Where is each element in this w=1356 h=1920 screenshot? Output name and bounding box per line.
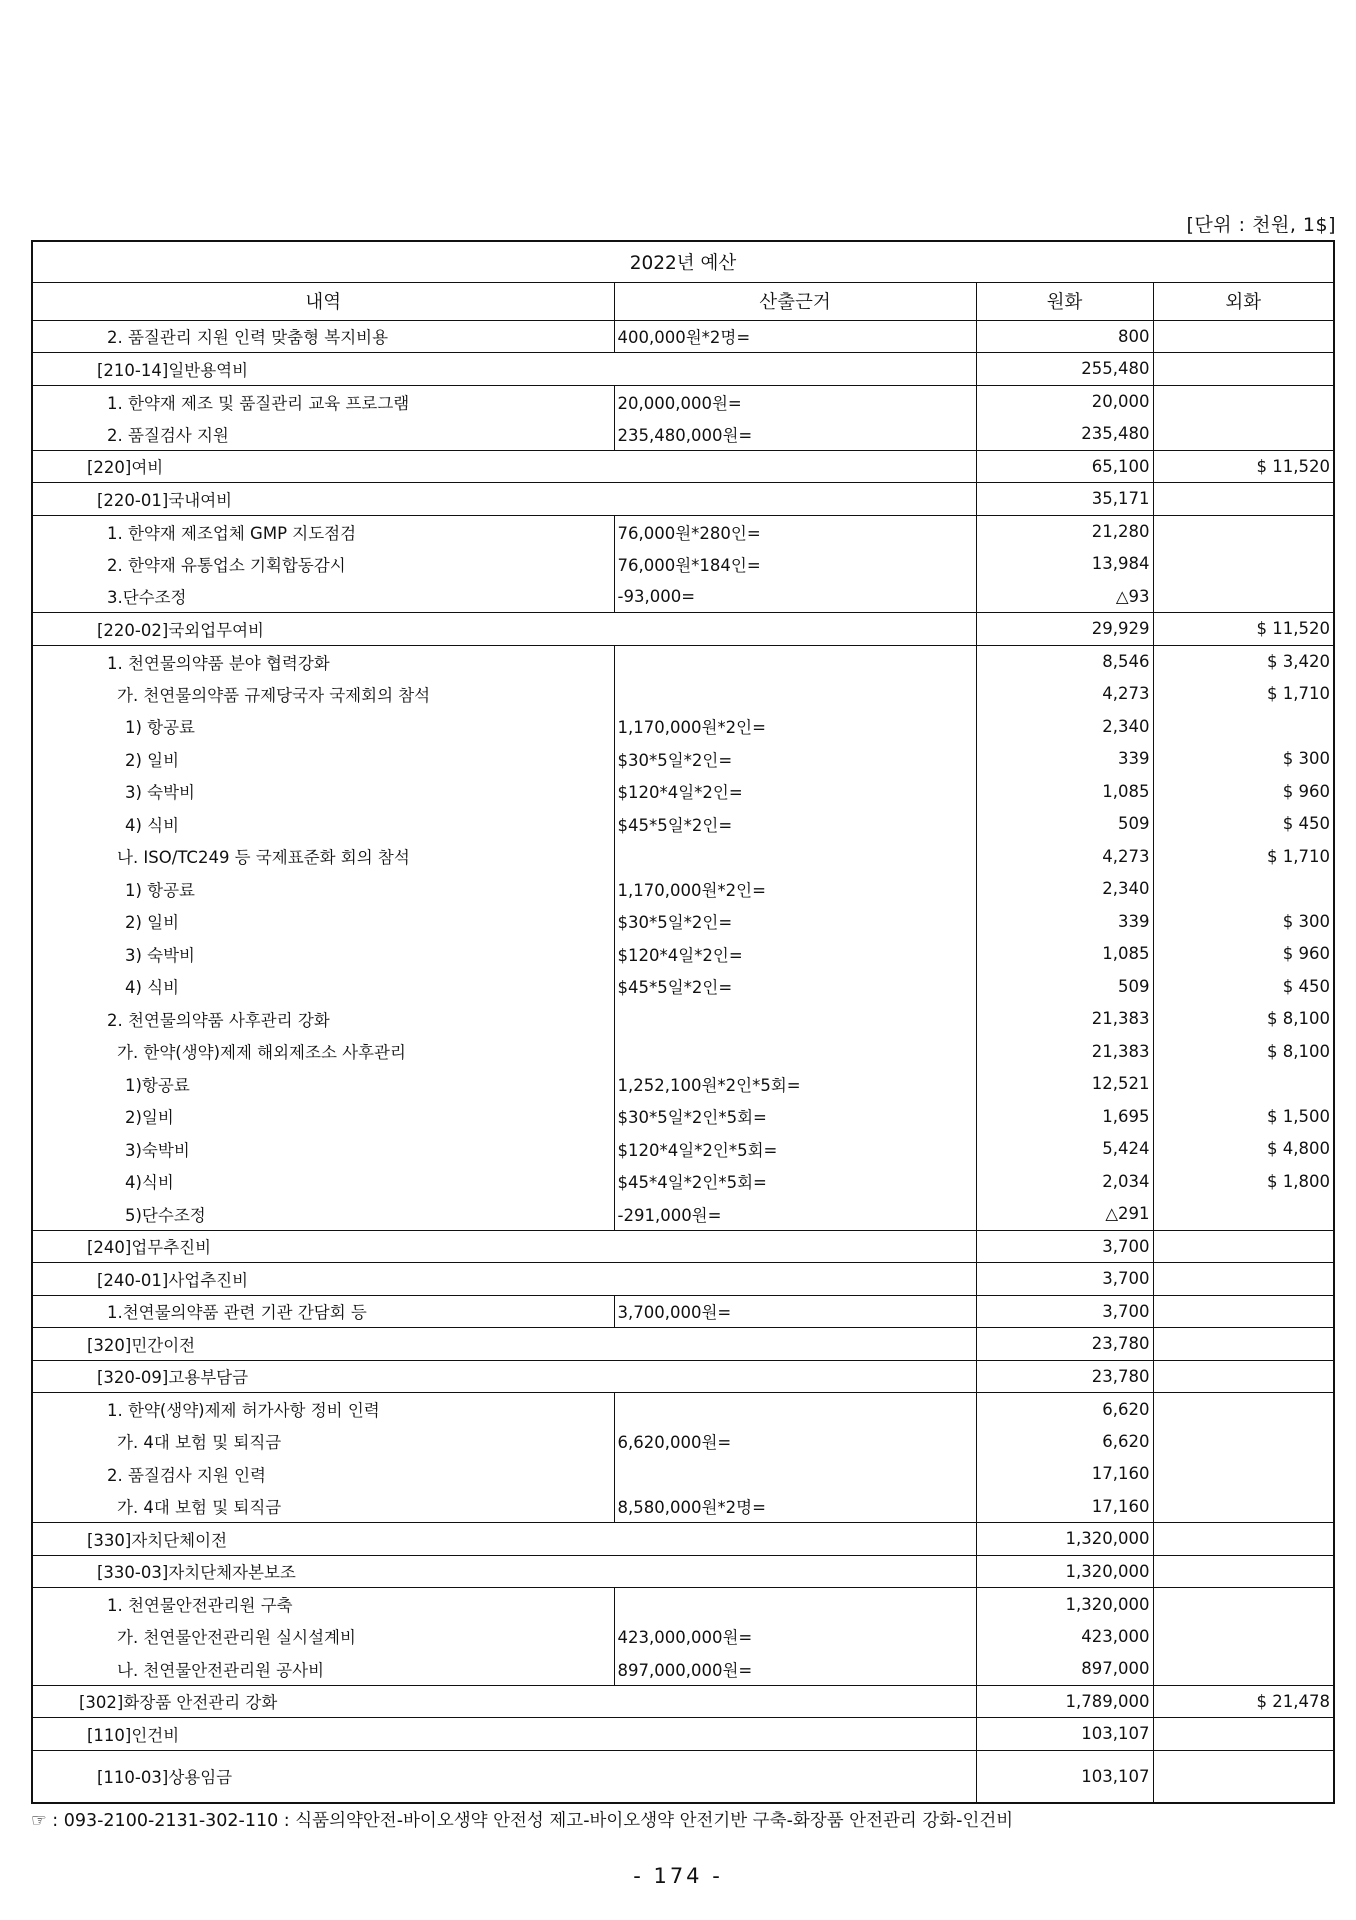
- cell-item: [110]인건비: [33, 1718, 976, 1751]
- footnote: ☞ : 093-2100-2131-302-110 : 식품의약안전-바이오생약 안전성 제고-바이오생약 안전기반 구축-화장품 안전관리 강화-인건비: [31, 1811, 1014, 1831]
- table-row: [33, 1165, 1333, 1198]
- cell-usd: $ 21,478: [1153, 1685, 1333, 1718]
- cell-usd: $ 11,520: [1153, 613, 1333, 646]
- cell-usd: $ 1,800: [1267, 1171, 1331, 1191]
- cell-krw: 509: [976, 970, 1153, 1003]
- cell-krw: 29,929: [976, 613, 1153, 646]
- cell-usd: $ 8,100: [1267, 1041, 1331, 1061]
- table-row: [33, 1685, 1333, 1718]
- cell-basis: $30*5일*2인*5회=: [614, 1100, 976, 1133]
- cell-item: 2. 한약재 유통업소 기획합동감시: [33, 548, 614, 581]
- cell-krw: 5,424: [976, 1133, 1153, 1166]
- cell-usd: [1153, 710, 1333, 743]
- table-row: [33, 548, 1333, 581]
- cell-item: [302]화장품 안전관리 강화: [33, 1685, 976, 1718]
- table-row: [33, 418, 1333, 451]
- cell-basis: 3,700,000원=: [614, 1295, 976, 1328]
- cell-basis: [614, 678, 976, 711]
- cell-usd: $ 1,500: [1267, 1106, 1331, 1126]
- cell-usd: $ 960: [1282, 944, 1331, 964]
- cell-item: 4)식비: [33, 1165, 614, 1198]
- cell-item: 3)숙박비: [33, 1133, 614, 1166]
- table-row: [33, 320, 1333, 353]
- cell-usd: [1153, 1750, 1333, 1802]
- cell-usd: $ 450: [1282, 814, 1331, 834]
- table-row: [33, 613, 1333, 646]
- table-row: [33, 873, 1333, 906]
- cell-item: 1) 항공료: [33, 873, 614, 906]
- cell-krw: 1,320,000: [976, 1523, 1153, 1556]
- cell-krw: 65,100: [976, 450, 1153, 483]
- cell-basis: [614, 1035, 976, 1068]
- cell-krw: 1,085: [976, 775, 1153, 808]
- cell-krw: △291: [976, 1198, 1153, 1231]
- cell-item: 1. 한약재 제조업체 GMP 지도점검: [33, 515, 614, 548]
- cell-basis: $120*4일*2인*5회=: [614, 1133, 976, 1166]
- cell-usd: [1153, 1328, 1333, 1361]
- cell-usd: $ 4,800: [1267, 1139, 1331, 1159]
- cell-krw: 13,984: [976, 548, 1153, 581]
- cell-item: 4) 식비: [33, 808, 614, 841]
- cell-item: [210-14]일반용역비: [33, 353, 976, 386]
- cell-krw: 1,695: [976, 1100, 1153, 1133]
- unit-label: [단위 : 천원, 1$]: [1186, 214, 1336, 236]
- table-row: [33, 645, 1333, 678]
- cell-krw: 800: [976, 320, 1153, 353]
- cell-usd: [1153, 1555, 1333, 1588]
- table-row: [33, 1003, 1333, 1036]
- table-row: [33, 1620, 1333, 1653]
- cell-usd: [1153, 1490, 1333, 1523]
- table-row: [33, 1490, 1333, 1523]
- table-row: [33, 840, 1333, 873]
- cell-basis: 76,000원*280인=: [614, 515, 976, 548]
- cell-krw: 23,780: [976, 1328, 1153, 1361]
- cell-item: 2)일비: [33, 1100, 614, 1133]
- cell-item: 가. 천연물안전관리원 실시설계비: [33, 1620, 614, 1653]
- cell-basis: -93,000=: [614, 580, 976, 613]
- table-row: [33, 1425, 1333, 1458]
- cell-usd: [1153, 483, 1333, 516]
- cell-krw: 423,000: [976, 1620, 1153, 1653]
- cell-basis: 897,000,000원=: [614, 1653, 976, 1686]
- cell-basis: $45*4일*2인*5회=: [614, 1165, 976, 1198]
- cell-usd: $ 1,710: [1267, 846, 1331, 866]
- cell-item: [240]업무추진비: [33, 1230, 976, 1263]
- cell-krw: 8,546: [976, 645, 1153, 678]
- cell-krw: 6,620: [976, 1425, 1153, 1458]
- table-row: [33, 1588, 1333, 1621]
- column-header-usd: 외화: [1153, 282, 1333, 320]
- table-row: [33, 678, 1333, 711]
- cell-usd: [1153, 1263, 1333, 1296]
- cell-krw: 21,383: [976, 1035, 1153, 1068]
- table-row: [33, 970, 1333, 1003]
- table-row: [33, 775, 1333, 808]
- cell-krw: 21,383: [976, 1003, 1153, 1036]
- cell-item: 3.단수조정: [33, 580, 614, 613]
- cell-item: [320]민간이전: [33, 1328, 976, 1361]
- table-row: [33, 808, 1333, 841]
- cell-item: 5)단수조정: [33, 1198, 614, 1231]
- cell-usd: [1153, 515, 1333, 548]
- cell-usd: [1153, 1620, 1333, 1653]
- cell-item: 3) 숙박비: [33, 775, 614, 808]
- cell-item: [220-01]국내여비: [33, 483, 976, 516]
- cell-item: 1. 한약(생약)제제 허가사항 정비 인력: [33, 1393, 614, 1426]
- table-row: [33, 743, 1333, 776]
- table-row: [33, 1393, 1333, 1426]
- cell-usd: [1153, 548, 1333, 581]
- cell-usd: $ 3,420: [1153, 645, 1333, 678]
- cell-usd: $ 450: [1282, 976, 1331, 996]
- cell-usd: [1153, 1425, 1333, 1458]
- cell-item: 1.천연물의약품 관련 기관 간담회 등: [33, 1295, 614, 1328]
- cell-item: 가. 한약(생약)제제 해외제조소 사후관리: [33, 1035, 614, 1068]
- cell-item: 1. 한약재 제조 및 품질관리 교육 프로그램: [33, 385, 614, 418]
- cell-basis: 76,000원*184인=: [614, 548, 976, 581]
- cell-usd: $ 300: [1282, 911, 1331, 931]
- cell-item: 가. 4대 보험 및 퇴직금: [33, 1490, 614, 1523]
- cell-item: [320-09]고용부담금: [33, 1360, 976, 1393]
- cell-usd: [1153, 873, 1333, 906]
- cell-basis: $120*4일*2인=: [614, 938, 976, 971]
- cell-basis: 400,000원*2명=: [614, 320, 976, 353]
- cell-usd: [1153, 1653, 1333, 1686]
- table-row: [33, 1198, 1333, 1231]
- cell-basis: 1,170,000원*2인=: [614, 710, 976, 743]
- cell-basis: [614, 840, 976, 873]
- cell-basis: [614, 1003, 976, 1036]
- cell-item: [220-02]국외업무여비: [33, 613, 976, 646]
- table-row: [33, 1100, 1333, 1133]
- table-row: [33, 580, 1333, 613]
- cell-krw: 2,340: [976, 710, 1153, 743]
- table-row: [33, 353, 1333, 386]
- cell-krw: 1,789,000: [976, 1685, 1153, 1718]
- cell-item: 1. 천연물의약품 분야 협력강화: [33, 645, 614, 678]
- cell-krw: 23,780: [976, 1360, 1153, 1393]
- table-row: [33, 483, 1333, 516]
- table-row: [33, 1458, 1333, 1491]
- table-row: [33, 1750, 1333, 1802]
- cell-krw: 2,034: [976, 1165, 1153, 1198]
- cell-krw: 509: [976, 808, 1153, 841]
- cell-item: 2) 일비: [33, 743, 614, 776]
- table-row: [33, 450, 1333, 483]
- cell-basis: 20,000,000원=: [614, 385, 976, 418]
- cell-basis: 235,480,000원=: [614, 418, 976, 451]
- table-row: [33, 385, 1333, 418]
- cell-item: 2. 품질관리 지원 인력 맞춤형 복지비용: [33, 320, 614, 353]
- cell-basis: [614, 1588, 976, 1621]
- table-row: [33, 1230, 1333, 1263]
- cell-usd: [1153, 385, 1333, 418]
- cell-usd: [1153, 1068, 1333, 1101]
- cell-krw: △93: [976, 580, 1153, 613]
- cell-krw: 17,160: [976, 1490, 1153, 1523]
- page-number: - 174 -: [633, 1864, 723, 1888]
- column-header-krw: 원화: [976, 282, 1153, 320]
- cell-basis: $30*5일*2인=: [614, 905, 976, 938]
- cell-krw: 4,273: [976, 840, 1153, 873]
- cell-usd: [1153, 1198, 1333, 1231]
- table-body: [33, 320, 1333, 1802]
- cell-krw: 3,700: [976, 1263, 1153, 1296]
- cell-item: 3) 숙박비: [33, 938, 614, 971]
- cell-basis: [614, 645, 976, 678]
- cell-item: 가. 4대 보험 및 퇴직금: [33, 1425, 614, 1458]
- cell-usd: $ 960: [1282, 781, 1331, 801]
- table-title: 2022년 예산: [33, 242, 1333, 282]
- cell-usd: [1153, 418, 1333, 451]
- cell-item: 2. 품질검사 지원 인력: [33, 1458, 614, 1491]
- cell-basis: $45*5일*2인=: [614, 808, 976, 841]
- cell-basis: 1,170,000원*2인=: [614, 873, 976, 906]
- cell-krw: 3,700: [976, 1230, 1153, 1263]
- cell-basis: 1,252,100원*2인*5회=: [614, 1068, 976, 1101]
- cell-krw: 20,000: [976, 385, 1153, 418]
- table-row: [33, 1035, 1333, 1068]
- cell-item: 2. 품질검사 지원: [33, 418, 614, 451]
- table-row: [33, 1263, 1333, 1296]
- cell-usd: $ 8,100: [1267, 1009, 1331, 1029]
- cell-item: 1) 항공료: [33, 710, 614, 743]
- cell-usd: [1153, 1393, 1333, 1426]
- cell-usd: [1153, 1523, 1333, 1556]
- cell-krw: 255,480: [976, 353, 1153, 386]
- table-row: [33, 1718, 1333, 1751]
- table-row: [33, 1653, 1333, 1686]
- cell-basis: 6,620,000원=: [614, 1425, 976, 1458]
- cell-item: 2. 천연물의약품 사후관리 강화: [33, 1003, 614, 1036]
- cell-usd: [1153, 1295, 1333, 1328]
- cell-usd: [1153, 353, 1333, 386]
- table-row: [33, 1133, 1333, 1166]
- cell-usd: $ 1,710: [1267, 684, 1331, 704]
- cell-usd: [1153, 1718, 1333, 1751]
- cell-krw: 6,620: [976, 1393, 1153, 1426]
- cell-item: 나. 천연물안전관리원 공사비: [33, 1653, 614, 1686]
- cell-item: 4) 식비: [33, 970, 614, 1003]
- cell-basis: $45*5일*2인=: [614, 970, 976, 1003]
- table-row: [33, 1295, 1333, 1328]
- cell-krw: 12,521: [976, 1068, 1153, 1101]
- cell-krw: 235,480: [976, 418, 1153, 451]
- cell-item: [220]여비: [33, 450, 976, 483]
- table-row: [33, 1523, 1333, 1556]
- cell-usd: [1153, 1360, 1333, 1393]
- cell-item: 가. 천연물의약품 규제당국자 국제회의 참석: [33, 678, 614, 711]
- column-header-item: 내역: [33, 282, 614, 320]
- cell-basis: [614, 1393, 976, 1426]
- cell-basis: $30*5일*2인=: [614, 743, 976, 776]
- table-row: [33, 1068, 1333, 1101]
- cell-item: 2) 일비: [33, 905, 614, 938]
- cell-usd: $ 11,520: [1153, 450, 1333, 483]
- cell-krw: 21,280: [976, 515, 1153, 548]
- cell-usd: [1153, 320, 1333, 353]
- cell-krw: 1,320,000: [976, 1588, 1153, 1621]
- cell-krw: 897,000: [976, 1653, 1153, 1686]
- cell-usd: [1153, 1230, 1333, 1263]
- column-header-basis: 산출근거: [614, 282, 976, 320]
- cell-krw: 4,273: [976, 678, 1153, 711]
- cell-usd: [1153, 1588, 1333, 1621]
- cell-basis: 423,000,000원=: [614, 1620, 976, 1653]
- cell-krw: 103,107: [976, 1718, 1153, 1751]
- table-row: [33, 515, 1333, 548]
- cell-item: 1. 천연물안전관리원 구축: [33, 1588, 614, 1621]
- cell-krw: 103,107: [976, 1750, 1153, 1802]
- cell-krw: 1,085: [976, 938, 1153, 971]
- cell-basis: [614, 1458, 976, 1491]
- cell-krw: 3,700: [976, 1295, 1153, 1328]
- cell-basis: -291,000원=: [614, 1198, 976, 1231]
- cell-item: [330-03]자치단체자본보조: [33, 1555, 976, 1588]
- table-row: [33, 905, 1333, 938]
- cell-krw: 35,171: [976, 483, 1153, 516]
- cell-item: 1)항공료: [33, 1068, 614, 1101]
- table-row: [33, 1360, 1333, 1393]
- cell-krw: 17,160: [976, 1458, 1153, 1491]
- cell-krw: 339: [976, 743, 1153, 776]
- cell-item: 나. ISO/TC249 등 국제표준화 회의 참석: [33, 840, 614, 873]
- cell-item: [110-03]상용임금: [33, 1750, 976, 1802]
- cell-basis: 8,580,000원*2명=: [614, 1490, 976, 1523]
- budget-table: [31, 240, 1335, 1804]
- table-row: [33, 1555, 1333, 1588]
- cell-item: [240-01]사업추진비: [33, 1263, 976, 1296]
- cell-krw: 1,320,000: [976, 1555, 1153, 1588]
- table-row: [33, 938, 1333, 971]
- cell-basis: $120*4일*2인=: [614, 775, 976, 808]
- cell-usd: [1153, 1458, 1333, 1491]
- table-row: [33, 710, 1333, 743]
- cell-krw: 339: [976, 905, 1153, 938]
- cell-usd: [1153, 580, 1333, 613]
- cell-krw: 2,340: [976, 873, 1153, 906]
- cell-usd: $ 300: [1282, 749, 1331, 769]
- table-row: [33, 1328, 1333, 1361]
- cell-item: [330]자치단체이전: [33, 1523, 976, 1556]
